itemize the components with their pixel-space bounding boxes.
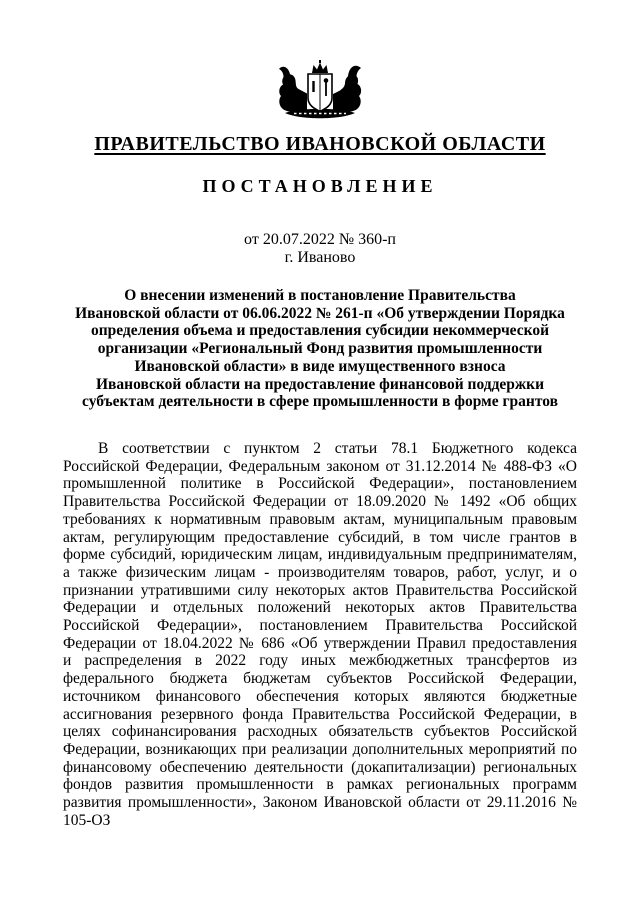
decree-title-line: Ивановской области» в виде имущественного взноса [134, 357, 506, 375]
decree-title-line: Ивановской области на предоставление финансовой поддержки [95, 375, 545, 393]
city-line: г. Иваново [284, 249, 356, 266]
decree-title-line: субъектам деятельности в сфере промышленности в форме грантов [82, 393, 558, 411]
decree-title-line: Ивановской области от 06.06.2022 № 261-п «Об утверждении Порядка [75, 304, 565, 322]
decree-title-line: определения объема и предоставления субсидии некоммерческой [90, 322, 550, 340]
decree-title-line: О внесении изменений в постановление Правительства [124, 287, 516, 304]
document-type-heading: ПОСТАНОВЛЕНИЕ [202, 176, 438, 196]
coat-of-arms-icon [270, 60, 370, 124]
body-paragraph: В соответствии с пунктом 2 статьи 78.1 Бюджетного кодекса Российской Федерации, Федеральным законом от 31.12.2014 № 488-ФЗ «О промышленной политике в Российской Федерации», постановлением Правительства Российской Федерации от 18.09.2020 № 1492 «Об общих требованиях к нормативным правовым актам, муниципальным правовым актам, регулирующим предоставление субсидий, в том числе грантов в форме субсидий, юридическим лицам, индивидуальным предпринимателям, а также физическим лицам - производителям товаров, работ, услуг, и о признании утратившими силу некоторых актов Правительства Российской Федерации и отдельных положений некоторых актов Правительства Российской Федерации», постановлением Правительства Российской Федерации от 18.04.2022 № 686 «Об утверждении Правил предоставления и распределения в 2022 году иных межбюджетных трансфертов из федерального бюджета бюджетам субъектов Российской Федерации, источником финансового обеспечения которых являются бюджетные ассигнования резервного фонда Правительства Российской Федерации, в целях софинансирования расходных обязательств субъектов Российской Федерации, возникающих при реализации дополнительных мероприятий по финансовому обеспечению деятельности (докапитализации) региональных фондов развития промышленности в рамках региональных программ развития промышленности», Законом Ивановской области от 29.11.2016 № 105-ОЗ [63, 440, 577, 829]
government-name: ПРАВИТЕЛЬСТВО ИВАНОВСКОЙ ОБЛАСТИ [94, 133, 546, 155]
decree-title [63, 287, 577, 411]
decree-title-line: организации «Региональный Фонд развития промышленности [97, 340, 543, 358]
date-number-line: от 20.07.2022 № 360-п [244, 231, 396, 248]
